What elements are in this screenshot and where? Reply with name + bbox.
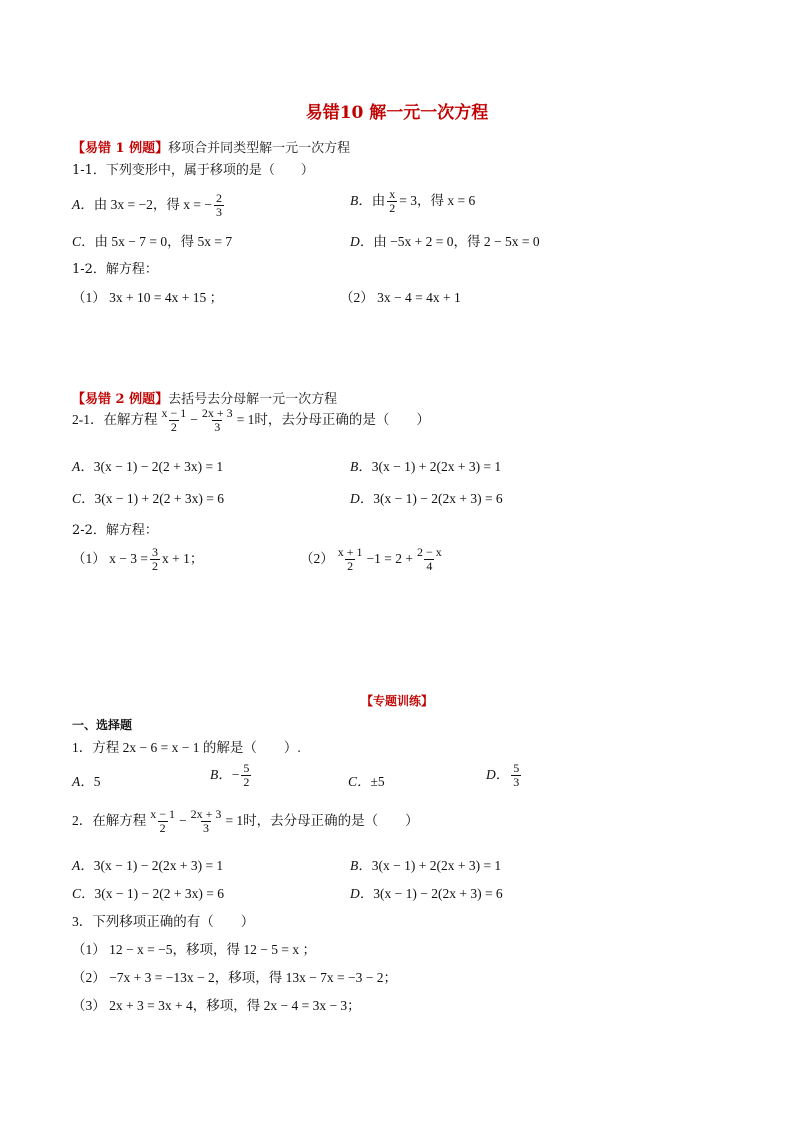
option-2-1-d: D．3(x − 1) − 2(2x + 3) = 6: [350, 491, 503, 506]
fraction: $\frac{x}{2}$: [389, 187, 396, 216]
option-2-1-a: A．3(x − 1) − 2(2 + 3x) = 1: [72, 459, 224, 474]
question-2-2-part-2: （2） $\frac{x + 1}{2}$ −1 = 2 + $\frac{2 - x}{4}$: [300, 545, 442, 574]
training-q2-option-c: C．3(x − 1) − 2(2 + 3x) = 6: [72, 886, 224, 901]
training-q1-option-a: A．5: [72, 774, 101, 789]
training-q3-item: （2） −7x + 3 = −13x − 2，移项，得 13x − 7x = −3 − 2；: [72, 970, 398, 985]
fraction: $\frac{2 - x}{4}$: [417, 545, 442, 574]
training-q1-option-d: D． $\frac{5}{3}$: [486, 761, 520, 790]
question-2-1-stem: 2-1．在解方程 $\frac{x - 1}{2}$ − $\frac{2x + 3}{3}$ = 1时，去分母正确的是（ ）: [72, 406, 430, 435]
example1-label: 【易错 1 例题】: [72, 141, 169, 156]
training-question-2-stem: 2．在解方程 $\frac{x - 1}{2}$ − $\frac{2x + 3}{3}$ = 1时，去分母正确的是（ ）: [72, 807, 419, 836]
fraction: $\frac{3}{2}$: [151, 545, 158, 574]
training-question-3-stem: 3．下列移项正确的有（ ）: [72, 914, 255, 929]
question-1-2-stem: 1-2．解方程：: [72, 262, 158, 277]
example1-heading: [72, 137, 350, 156]
option-2-1-c: C．3(x − 1) + 2(2 + 3x) = 6: [72, 491, 224, 506]
training-q2-option-d: D．3(x − 1) − 2(2x + 3) = 6: [350, 886, 503, 901]
option-2-1-b: B．3(x − 1) + 2(2x + 3) = 1: [350, 459, 502, 474]
fraction: $\frac{x + 1}{2}$: [337, 545, 363, 574]
question-1-2-part-1: （1） 3x + 10 = 4x + 15 ；: [72, 290, 224, 305]
training-question-1-stem: 1．方程 2x − 6 = x − 1 的解是（ ）.: [72, 740, 301, 755]
fraction: $\frac{2x + 3}{3}$: [190, 807, 222, 836]
fraction: $\frac{5}{2}$: [243, 761, 250, 790]
example1-topic: 移项合并同类型解一元一次方程: [168, 141, 351, 156]
option-1-1-c: C．由 5x − 7 = 0，得 5x = 7: [72, 234, 233, 249]
question-1-1-stem: 1-1．下列变形中，属于移项的是（ ）: [72, 163, 314, 178]
fraction: $\frac{2}{3}$: [215, 191, 222, 220]
training-q2-option-b: B．3(x − 1) + 2(2x + 3) = 1: [350, 858, 502, 873]
question-1-2-part-2: （2） 3x − 4 = 4x + 1: [340, 290, 461, 305]
fraction: $\frac{2x + 3}{3}$: [201, 406, 233, 435]
option-1-1-b: B．由 $\frac{x}{2}$ = 3，得 x = 6: [350, 187, 476, 216]
training-heading: 【专题训练】: [360, 694, 433, 708]
training-q1-option-b: B．− $\frac{5}{2}$: [210, 761, 250, 790]
section-heading: 一、选择题: [72, 718, 133, 732]
fraction: $\frac{5}{3}$: [513, 761, 520, 790]
question-2-2-part-1: （1） x − 3 = $\frac{3}{2}$ x + 1；: [72, 545, 204, 574]
question-2-2-stem: 2-2．解方程：: [72, 523, 158, 538]
example2-label: 【易错 2 例题】: [72, 392, 169, 407]
training-q3-item: （3） 2x + 3 = 3x + 4，移项，得 2x − 4 = 3x − 3；: [72, 998, 361, 1013]
fraction: $\frac{x - 1}{2}$: [150, 807, 176, 836]
example2-topic: 去括号去分母解一元一次方程: [168, 392, 338, 407]
training-q1-option-c: C．±5: [348, 774, 385, 789]
fraction: $\frac{x - 1}{2}$: [161, 406, 187, 435]
option-1-1-a: A．由 3x = −2，得 x = − $\frac{2}{3}$: [72, 191, 222, 220]
example2-heading: [72, 388, 337, 407]
page-title: 易错10 解一元一次方程: [305, 103, 489, 123]
option-1-1-d: D．由 −5x + 2 = 0，得 2 − 5x = 0: [350, 234, 540, 249]
training-q2-option-a: A．3(x − 1) − 2(2x + 3) = 1: [72, 858, 224, 873]
training-q3-item: （1） 12 − x = −5，移项，得 12 − 5 = x ；: [72, 942, 316, 957]
